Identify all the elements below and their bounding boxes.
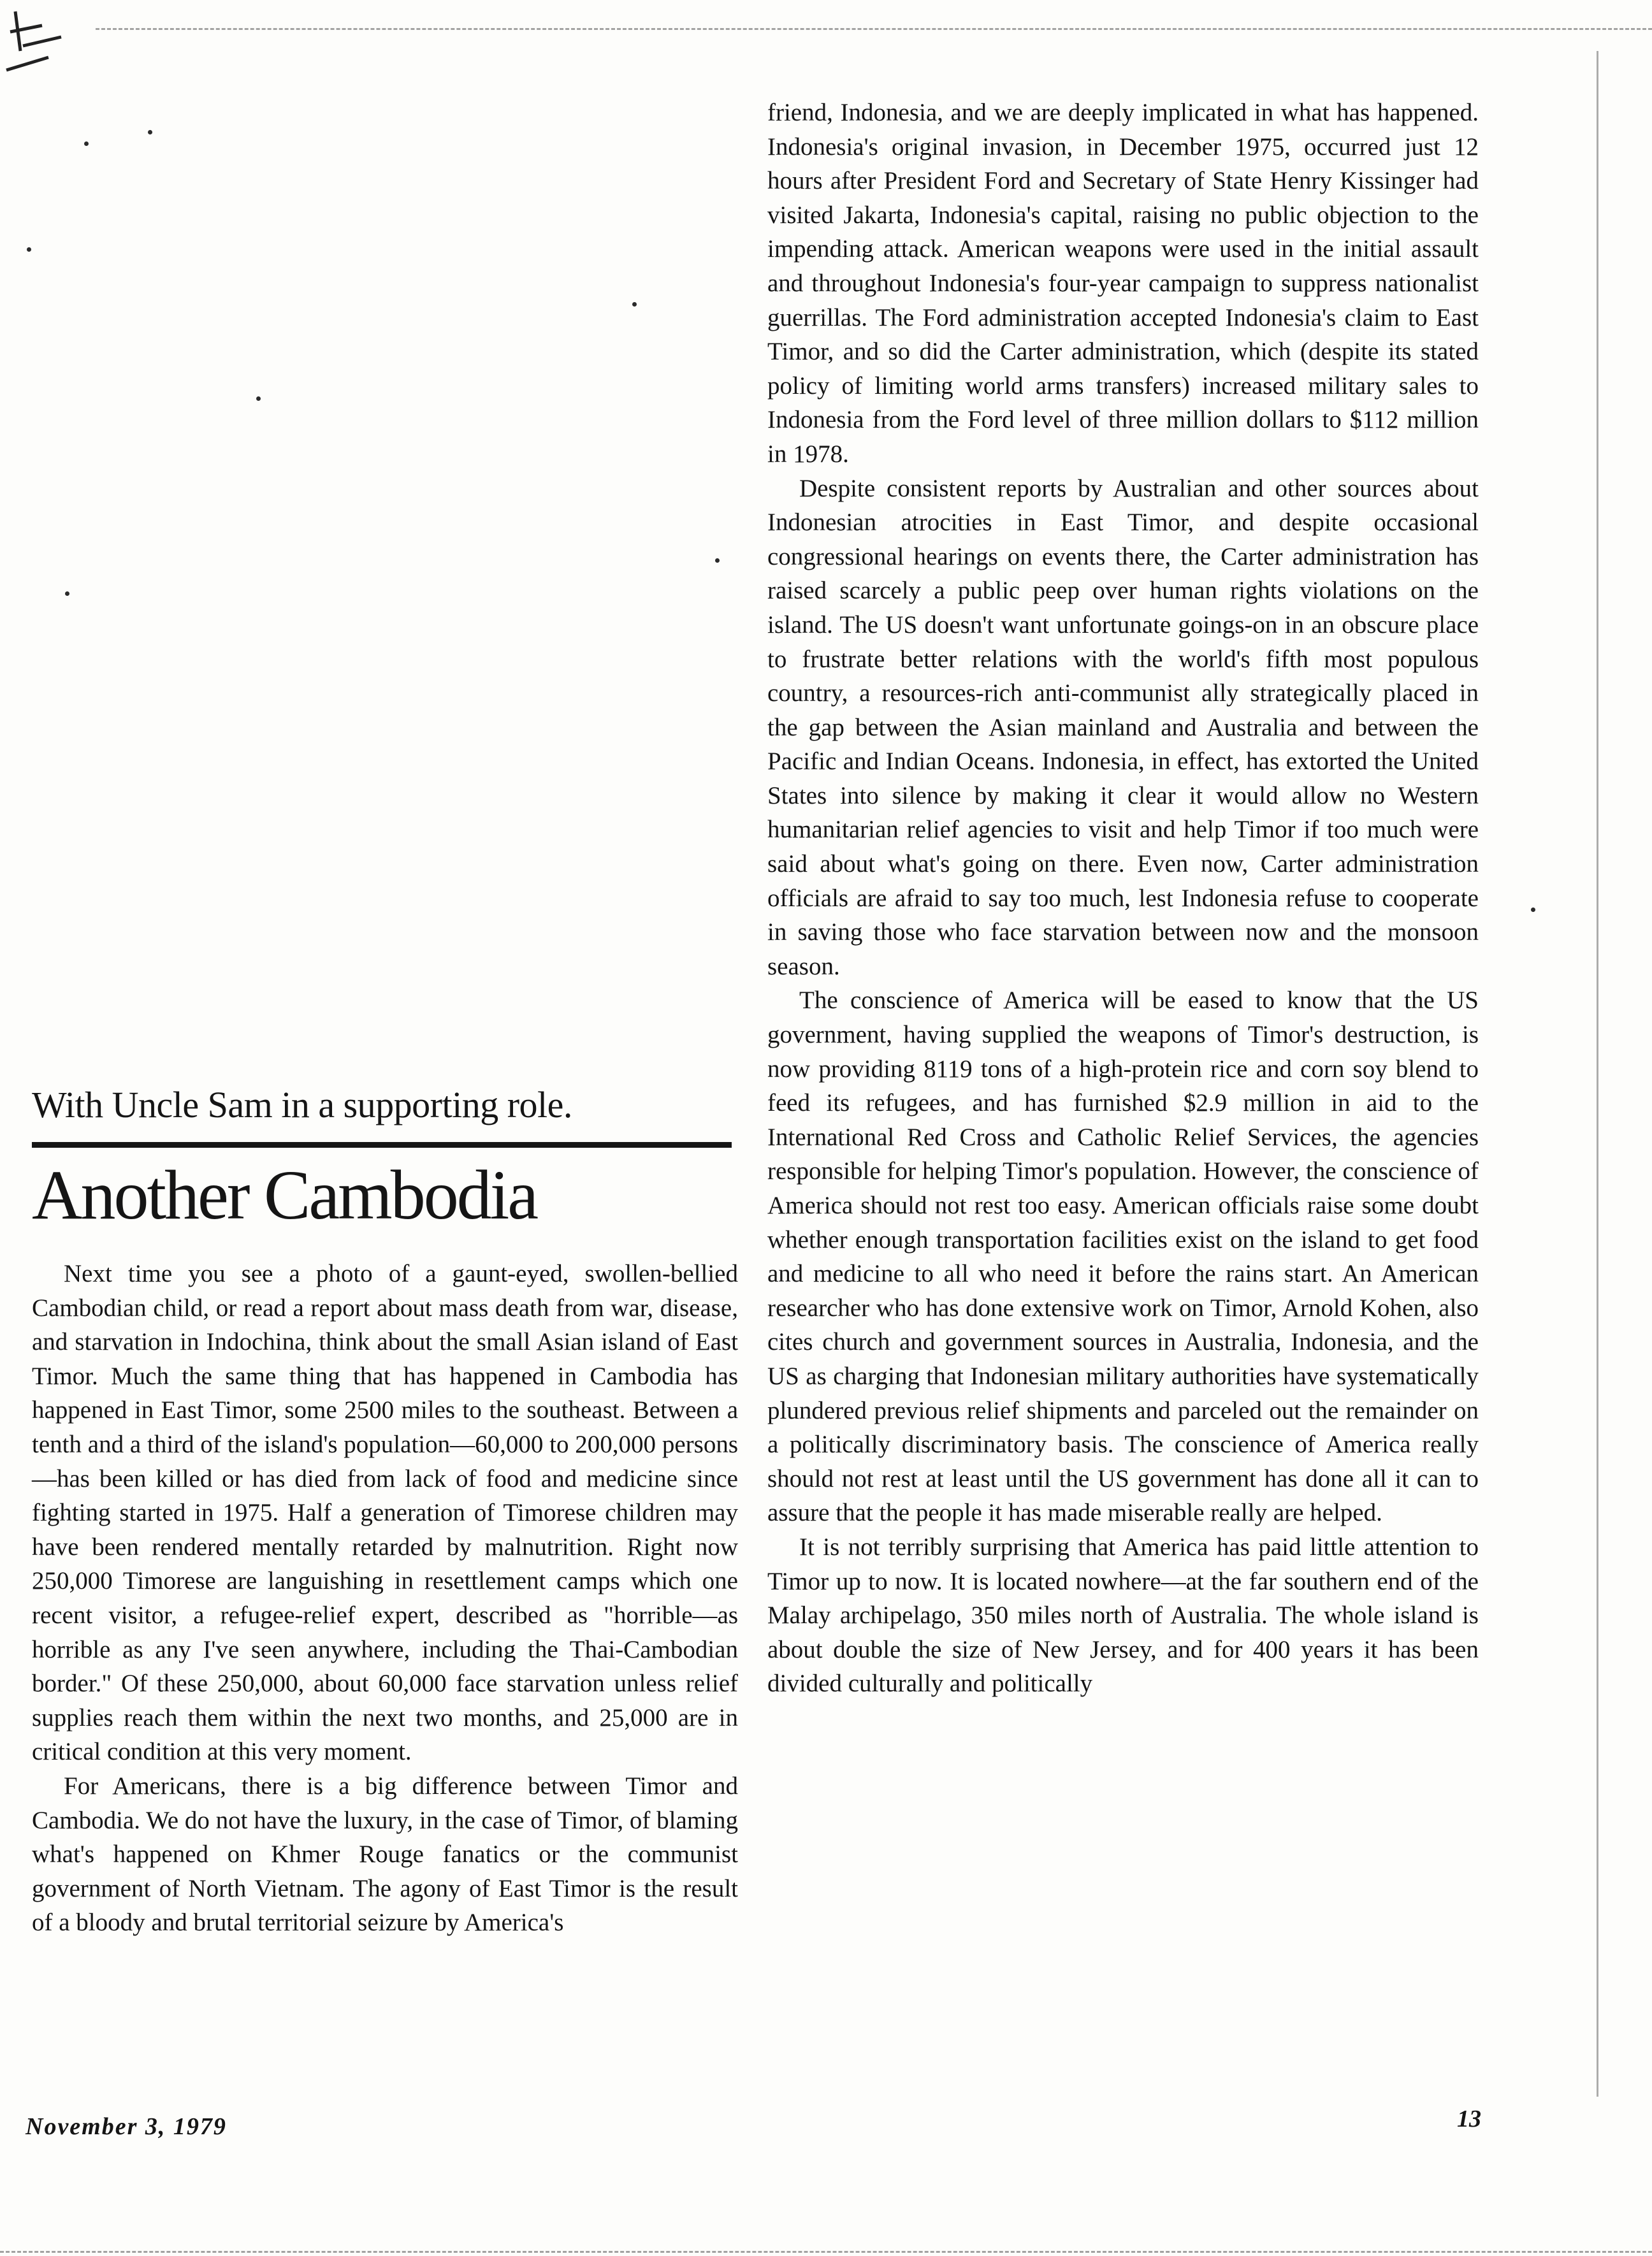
scan-edge-top xyxy=(96,28,1652,30)
scan-speck xyxy=(84,141,89,146)
scan-corner-mark xyxy=(4,6,87,102)
article-headline: Another Cambodia xyxy=(32,1156,537,1234)
headline-rule xyxy=(32,1142,732,1148)
paragraph: Next time you see a photo of a gaunt-eyed, swollen-bellied Cambodian child, or read a report about mass death from war, disease, and starvation in Indochina, think about the small Asian island of East Timor. Much the same thing that has happened in Cambodia has happened in East Timor, some 2500 miles to the southeast. Between a tenth and a third of the island's population—60,000 to 200,000 persons—has been killed or has died from lack of food and medicine since fighting started in 1975. Half a generation of Timorese children may have been rendered mentally retarded by malnutrition. Right now 250,000 Timorese are languishing in resettlement camps which one recent visitor, a refugee-relief expert, described as "horrible—as horrible as any I've seen anywhere, including the Thai-Cambodian border." Of these 250,000, about 60,000 face starvation unless relief supplies reach them within the next two months, and 25,000 are in critical condition at this very moment. xyxy=(32,1260,738,1766)
scan-speck xyxy=(1531,907,1535,912)
article-kicker: With Uncle Sam in a supporting role. xyxy=(32,1084,572,1125)
scan-speck xyxy=(632,302,637,307)
scan-edge-bottom xyxy=(0,2251,1652,2253)
paragraph: It is not terribly surprising that America has paid little attention to Timor up to now. It is located nowhere—at the far southern end of the Malay archipelago, 350 miles north of Australia. The whole island is about double the size of New Jersey, and for 400 years it has been divided culturally and politically xyxy=(767,1533,1479,1698)
paragraph: friend, Indonesia, and we are deeply implicated in what has happened. Indonesia's original invasion, in December 1975, occurred just 12 hours after President Ford and Secretary of State Henry Kissinger had visited Jakarta, Indonesia's capital, raising no public objection to the impending attack. American weapons were used in the initial assault and throughout Indonesia's four-year campaign to suppress nationalist guerrillas. The Ford administration accepted Indonesia's claim to East Timor, and so did the Carter administration, which (despite its stated policy of limiting world arms transfers) increased military sales to Indonesia from the Ford level of three million dollars to $112 million in 1978. xyxy=(767,99,1479,468)
scan-speck xyxy=(256,396,261,401)
scan-edge-right xyxy=(1597,51,1598,2097)
page-number: 13 xyxy=(1457,2106,1481,2132)
scan-speck xyxy=(27,247,31,252)
paragraph: For Americans, there is a big difference between Timor and Cambodia. We do not have the luxury, in the case of Timor, of blaming what's happened on Khmer Rouge fanatics or the communist government of North Vietnam. The agony of East Timor is the result of a bloody and brutal territorial seizure by America's xyxy=(32,1772,738,1937)
scan-speck xyxy=(148,130,152,134)
left-column xyxy=(32,1257,738,1940)
issue-date: November 3, 1979 xyxy=(25,2113,227,2140)
scan-speck xyxy=(715,558,720,563)
right-column xyxy=(767,96,1479,1701)
paragraph: The conscience of America will be eased to know that the US government, having supplied the weapons of Timor's destruction, is now providing 8119 tons of a high-protein rice and corn soy blend to feed its refugees, and has furnished $2.9 million in aid to the International Red Cross and Catholic Relief Services, the agencies responsible for helping Timor's population. However, the conscience of America should not rest too easy. American officials raise some doubt whether enough transportation facilities exist on the island to get food and medicine to all who need it before the rains start. An American researcher who has done extensive work on Timor, Arnold Kohen, also cites church and government sources in Australia, Indonesia, and the US as charging that Indonesian military authorities have systematically plundered previous relief shipments and parceled out the remainder on a politically discriminatory basis. The conscience of America really should not rest at least until the US government has done all it can to assure that the people it has made miserable really are helped. xyxy=(767,987,1479,1527)
paragraph: Despite consistent reports by Australian and other sources about Indonesian atrocities in East Timor, and despite occasional congressional hearings on events there, the Carter administration has raised scarcely a public peep over human rights violations on the island. The US doesn't want unfortunate goings-on in an obscure place to frustrate better relations with the world's fifth most populous country, a resources-rich anti-communist ally strategically placed in the gap between the Asian mainland and Australia and between the Pacific and Indian Oceans. Indonesia, in effect, has extorted the United States into silence by making it clear it would allow no Western humanitarian relief agencies to visit and help Timor if too much were said about what's going on there. Even now, Carter administration officials are afraid to say too much, lest Indonesia refuse to cooperate in saving those who face starvation between now and the monsoon season. xyxy=(767,474,1479,980)
scan-speck xyxy=(65,591,69,596)
